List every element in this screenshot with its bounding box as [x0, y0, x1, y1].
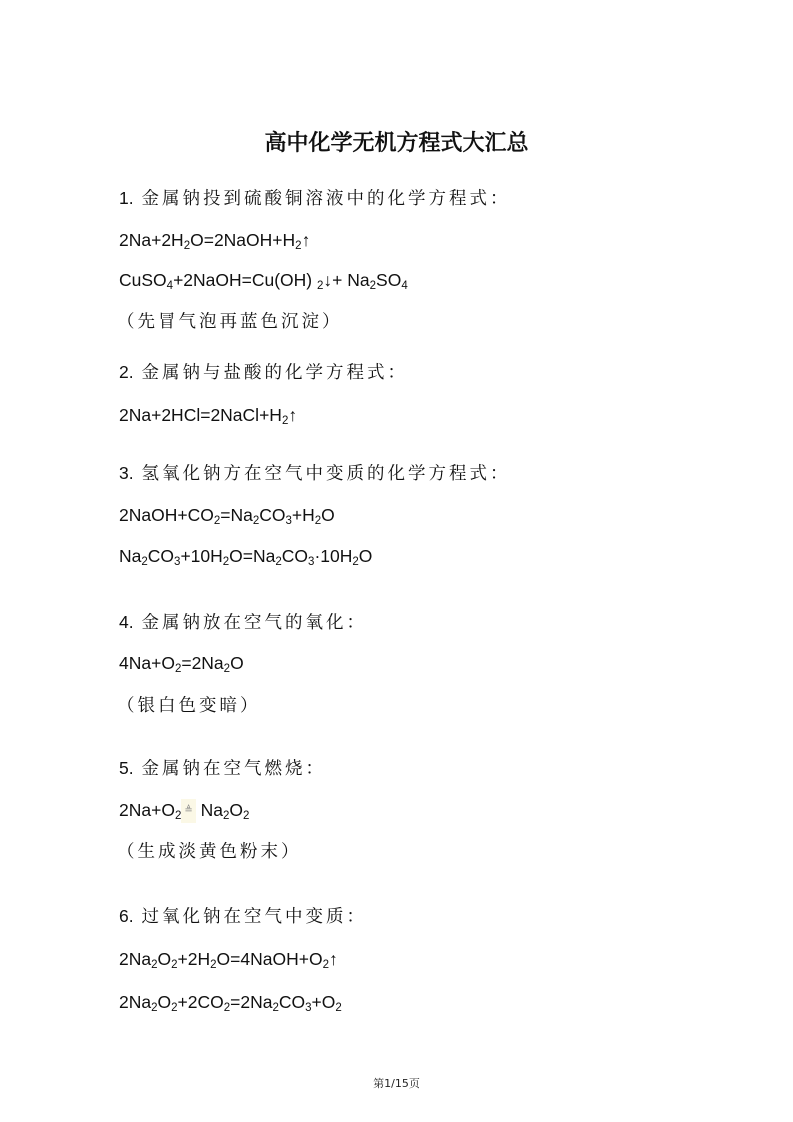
eq-subscript: 2	[171, 959, 178, 971]
eq-text: O=Na	[229, 546, 276, 566]
eq-text: ·10H	[314, 546, 353, 566]
eq-subscript: 2	[295, 240, 302, 252]
eq-subscript: 4	[401, 280, 408, 292]
eq-text: 2Na	[119, 992, 152, 1012]
eq-text: 2Na	[119, 949, 152, 969]
eq-text: 2Na+2HCl=2NaCl+H	[119, 405, 282, 425]
page-number: 第1/15页	[373, 1077, 420, 1090]
eq-subscript: 2	[222, 556, 230, 568]
eq-text: O	[157, 949, 172, 969]
equation	[119, 798, 249, 823]
eq-text: +O	[311, 992, 336, 1012]
eq-text: 2Na+O	[119, 800, 175, 820]
eq-text: 4Na+O	[119, 653, 175, 673]
eq-text: CO	[281, 546, 309, 566]
eq-text: =Na	[220, 505, 253, 525]
section-number: 6.	[119, 906, 134, 926]
eq-subscript: 4	[166, 280, 174, 292]
section-4-heading	[119, 610, 367, 634]
eq-subscript: 2	[222, 810, 230, 822]
eq-subscript: 2	[213, 515, 221, 527]
equation	[119, 990, 342, 1014]
equation	[119, 544, 372, 568]
section-heading-text: 金属钠放在空气的氧化：	[141, 612, 367, 632]
eq-text: CO	[278, 992, 306, 1012]
eq-text: O	[358, 546, 373, 566]
eq-subscript: 2	[322, 959, 329, 971]
section-5-note: （生成淡黄色粉末）	[117, 841, 302, 861]
eq-text: O	[229, 800, 243, 820]
eq-text: +H	[291, 505, 315, 525]
equation	[119, 651, 244, 675]
eq-subscript: 2	[223, 663, 231, 675]
eq-text: CO	[147, 546, 175, 566]
eq-subscript: 2	[281, 415, 289, 427]
eq-subscript: 2	[275, 556, 282, 568]
eq-text: CuSO	[119, 270, 167, 290]
eq-subscript: 2	[314, 515, 322, 527]
section-number: 5.	[119, 758, 134, 778]
eq-subscript: 3	[305, 1002, 312, 1014]
eq-subscript: 3	[285, 515, 292, 527]
eq-subscript: 2	[369, 280, 377, 292]
eq-subscript: 2	[352, 556, 359, 568]
equation	[119, 403, 297, 427]
eq-subscript: 2	[317, 280, 324, 292]
equation	[119, 947, 338, 971]
eq-subscript: 3	[174, 556, 181, 568]
eq-text: 2Na+2H	[119, 230, 184, 250]
section-number: 4.	[119, 612, 134, 632]
eq-subscript: 2	[174, 810, 182, 822]
eq-text: Na	[119, 546, 142, 566]
gas-arrow-icon: ↑	[328, 949, 338, 969]
eq-subscript: 2	[174, 663, 182, 675]
eq-text: O	[157, 992, 172, 1012]
section-heading-text: 金属钠与盐酸的化学方程式：	[141, 362, 408, 382]
eq-text: 2NaOH+CO	[119, 505, 214, 525]
section-heading-text: 过氧化钠在空气中变质：	[141, 906, 367, 926]
eq-text: +2CO	[177, 992, 224, 1012]
eq-text: CO	[259, 505, 286, 525]
equation	[119, 268, 408, 292]
eq-subscript: 2	[210, 959, 217, 971]
equation	[119, 503, 335, 527]
eq-text: Na	[195, 800, 223, 820]
eq-text: +2NaOH=Cu(OH)	[173, 270, 317, 290]
eq-subscript: 2	[151, 959, 158, 971]
heating-condition-icon: ≜	[181, 799, 195, 823]
eq-subscript: 2	[223, 1002, 231, 1014]
gas-arrow-icon: ↑	[288, 405, 298, 425]
section-number: 1.	[119, 188, 134, 208]
section-6-heading	[119, 904, 367, 928]
eq-subscript: 2	[252, 515, 260, 527]
eq-text: ↓+ Na	[323, 270, 370, 290]
eq-subscript: 3	[308, 556, 315, 568]
eq-text: O=4NaOH+O	[216, 949, 323, 969]
eq-subscript: 2	[183, 240, 191, 252]
equation	[119, 228, 310, 252]
section-number: 3.	[119, 463, 134, 483]
section-heading-text: 金属钠投到硫酸铜溶液中的化学方程式：	[141, 188, 511, 208]
eq-subscript: 2	[272, 1002, 279, 1014]
section-5-heading	[119, 756, 326, 780]
eq-text: =2Na	[181, 653, 224, 673]
eq-subscript: 2	[335, 1002, 342, 1014]
section-4-note: （银白色变暗）	[117, 695, 261, 715]
section-3-heading	[119, 461, 510, 485]
eq-text: +2H	[177, 949, 211, 969]
section-heading-text: 氢氧化钠方在空气中变质的化学方程式：	[141, 463, 511, 483]
gas-arrow-icon: ↑	[301, 230, 311, 250]
section-1-heading	[119, 186, 510, 210]
eq-text: +10H	[180, 546, 223, 566]
section-number: 2.	[119, 362, 134, 382]
eq-text: O=2NaOH+H	[190, 230, 296, 250]
eq-text: O	[321, 505, 335, 525]
eq-text: O	[230, 653, 244, 673]
section-heading-text: 金属钠在空气燃烧：	[141, 758, 326, 778]
eq-text: SO	[376, 270, 402, 290]
section-1-note: （先冒气泡再蓝色沉淀）	[117, 311, 343, 331]
section-2-heading	[119, 360, 408, 384]
eq-subscript: 2	[141, 556, 148, 568]
eq-subscript: 2	[171, 1002, 178, 1014]
eq-text: =2Na	[230, 992, 273, 1012]
eq-subscript: 2	[243, 810, 250, 822]
page-title: 高中化学无机方程式大汇总	[264, 131, 529, 156]
eq-subscript: 2	[151, 1002, 158, 1014]
